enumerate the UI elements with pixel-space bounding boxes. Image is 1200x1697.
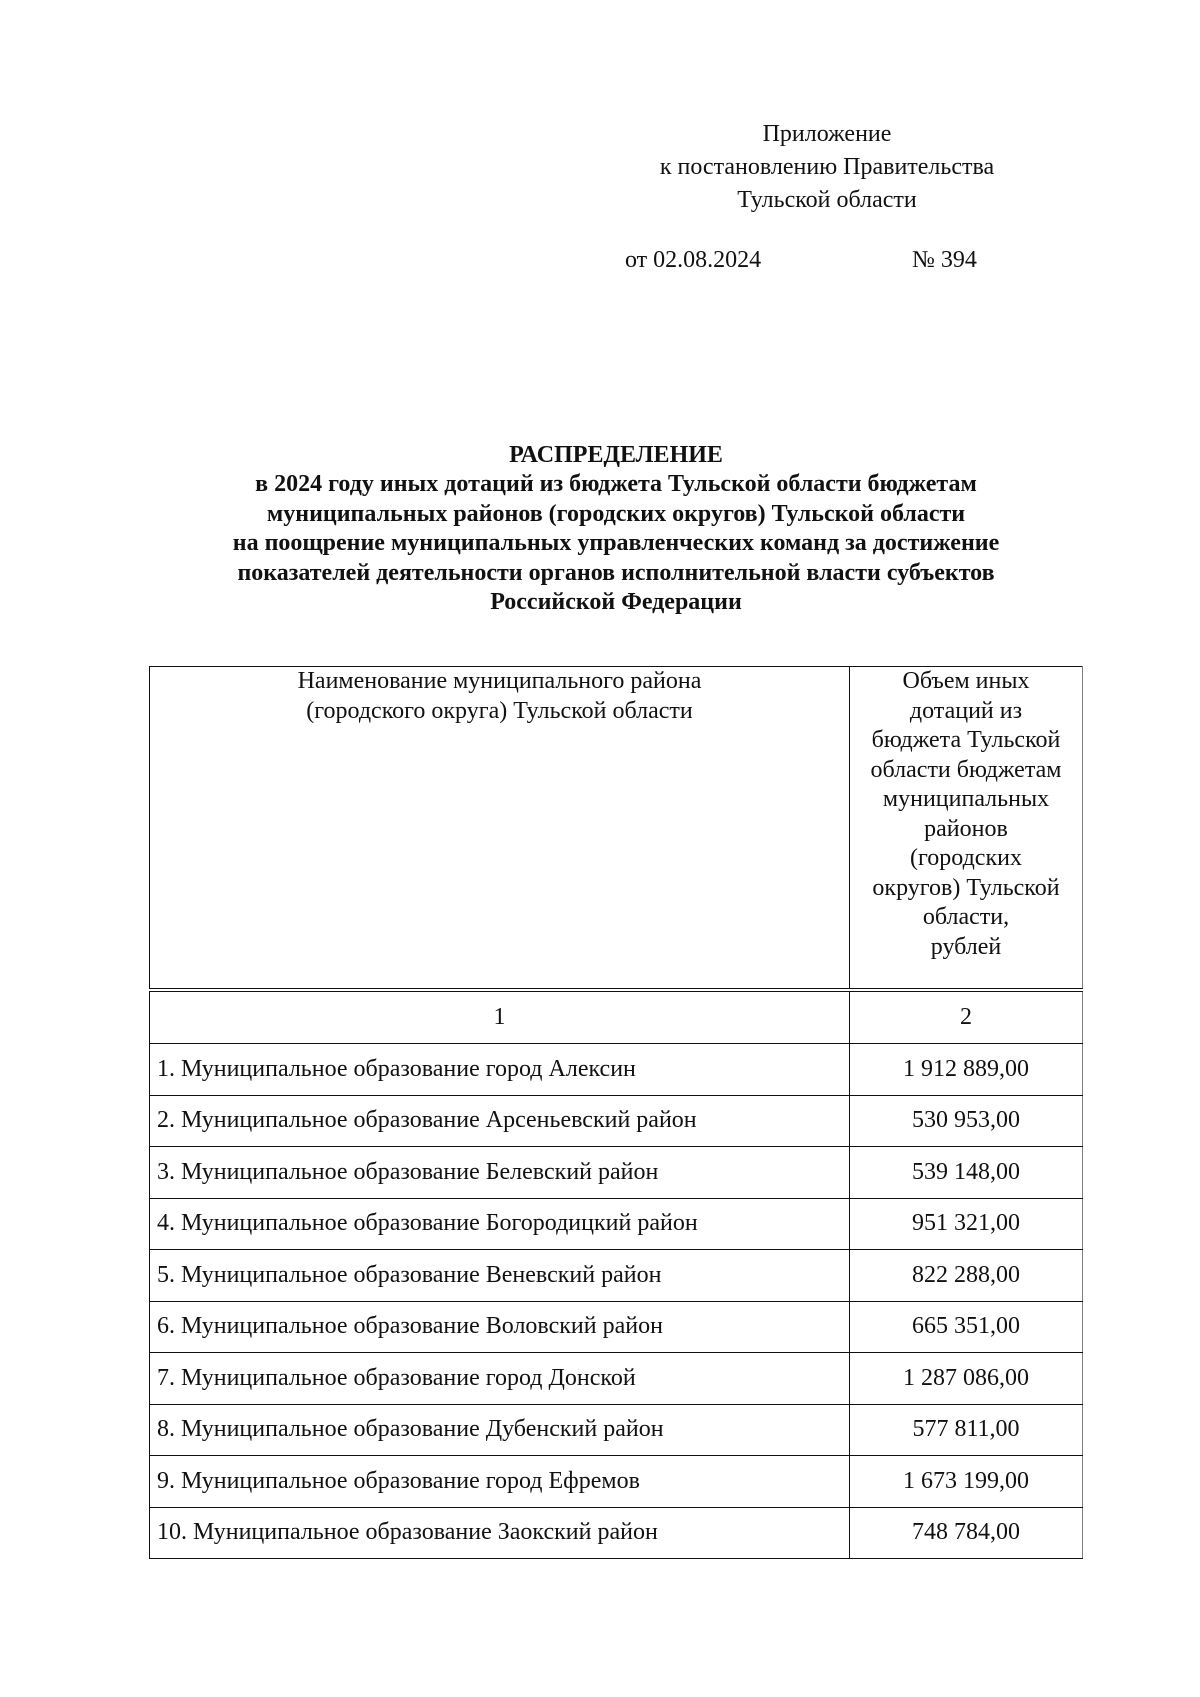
column-number-row bbox=[150, 990, 1083, 1044]
municipality-name: 7. Муниципальное образование город Донской bbox=[150, 1353, 850, 1405]
title-line: показателей деятельности органов исполнительной власти субъектов bbox=[237, 559, 995, 586]
municipality-name: 1. Муниципальное образование город Алексин bbox=[150, 1044, 850, 1096]
municipality-name: 6. Муниципальное образование Воловский район bbox=[150, 1301, 850, 1353]
table-row bbox=[150, 1353, 1083, 1405]
table-row bbox=[150, 1301, 1083, 1353]
subsidy-amount: 577 811,00 bbox=[850, 1404, 1083, 1456]
municipality-name: 9. Муниципальное образование город Ефремов bbox=[150, 1456, 850, 1508]
subsidy-amount: 539 148,00 bbox=[850, 1147, 1083, 1199]
appendix-header bbox=[620, 118, 1034, 217]
table-row bbox=[150, 1198, 1083, 1250]
subsidy-amount: 748 784,00 bbox=[850, 1507, 1083, 1559]
municipality-name: 4. Муниципальное образование Богородицкий район bbox=[150, 1198, 850, 1250]
subsidy-amount: 530 953,00 bbox=[850, 1095, 1083, 1147]
title-heading: РАСПРЕДЕЛЕНИЕ bbox=[509, 442, 723, 468]
decree-info bbox=[625, 244, 1045, 277]
decree-number: № 394 bbox=[912, 247, 977, 273]
table-header-row bbox=[150, 667, 1083, 991]
decree-date: от 02.08.2024 bbox=[625, 247, 762, 273]
subsidy-amount: 1 287 086,00 bbox=[850, 1353, 1083, 1405]
subsidy-amount: 1 912 889,00 bbox=[850, 1044, 1083, 1096]
document-title bbox=[150, 441, 1082, 617]
subsidy-amount: 1 673 199,00 bbox=[850, 1456, 1083, 1508]
column-number: 1 bbox=[150, 990, 850, 1044]
municipality-name: 5. Муниципальное образование Веневский район bbox=[150, 1250, 850, 1302]
title-line: муниципальных районов (городских округов) Тульской области bbox=[266, 500, 966, 527]
title-line: Российской Федерации bbox=[490, 589, 742, 616]
municipality-name: 2. Муниципальное образование Арсеньевский район bbox=[150, 1095, 850, 1147]
column-number: 2 bbox=[850, 990, 1083, 1044]
column-header-amount: Объем иных дотаций из бюджета Тульской области бюджетам муниципальных районов (городских округов) Тульской области, рублей bbox=[850, 667, 1083, 991]
municipality-name: 3. Муниципальное образование Белевский район bbox=[150, 1147, 850, 1199]
table-row bbox=[150, 1404, 1083, 1456]
table-row bbox=[150, 1456, 1083, 1508]
table-row bbox=[150, 1507, 1083, 1559]
table-row bbox=[150, 1044, 1083, 1096]
table-row bbox=[150, 1147, 1083, 1199]
subsidy-amount: 822 288,00 bbox=[850, 1250, 1083, 1302]
table-row bbox=[150, 1250, 1083, 1302]
subsidy-amount: 665 351,00 bbox=[850, 1301, 1083, 1353]
distribution-table bbox=[149, 666, 1083, 1559]
column-header-name: Наименование муниципального района (городского округа) Тульской области bbox=[150, 667, 850, 991]
title-line: в 2024 году иных дотаций из бюджета Тульской области бюджетам bbox=[255, 471, 977, 498]
title-line: на поощрение муниципальных управленческих команд за достижение bbox=[232, 530, 1000, 557]
municipality-name: 8. Муниципальное образование Дубенский район bbox=[150, 1404, 850, 1456]
appendix-region: Тульской области bbox=[737, 187, 917, 213]
appendix-decree-ref: к постановлению Правительства bbox=[659, 154, 995, 180]
table-row bbox=[150, 1095, 1083, 1147]
subsidy-amount: 951 321,00 bbox=[850, 1198, 1083, 1250]
appendix-label: Приложение bbox=[762, 121, 892, 147]
municipality-name: 10. Муниципальное образование Заокский район bbox=[150, 1507, 850, 1559]
